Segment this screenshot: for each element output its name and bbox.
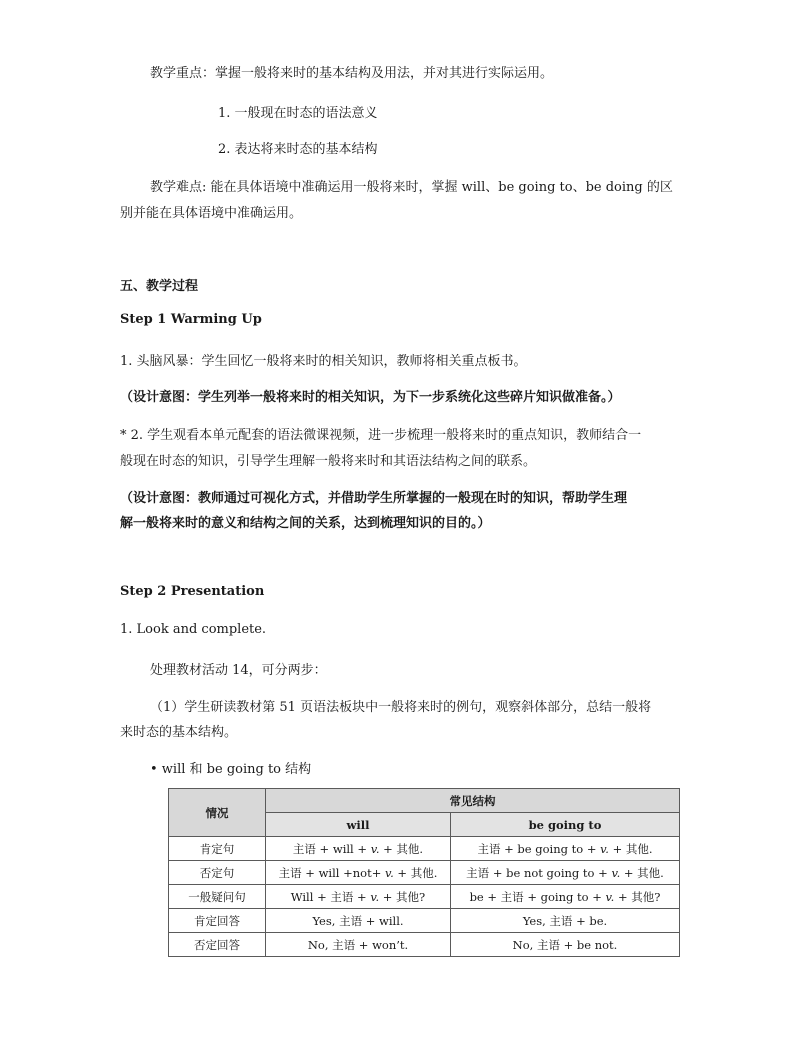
will-structure-cell	[266, 861, 451, 885]
be-going-to-structure-cell	[451, 933, 680, 957]
be-going-to-structure-cell-v: v.	[600, 841, 609, 856]
will-structure-cell	[266, 933, 451, 957]
will-structure-cell-v: v.	[370, 889, 380, 904]
step1-title: Step 1 Warming Up	[120, 312, 262, 327]
will-structure-cell	[266, 909, 451, 933]
step2-bullet: • will 和 be going to 结构	[150, 762, 312, 777]
step2-sub1-line2: 来时态的基本结构。	[120, 725, 238, 740]
will-structure-cell-pre: Yes, 主语 + will.	[312, 913, 404, 928]
row-label: 肯定句	[169, 837, 266, 861]
be-going-to-structure-cell-v: v.	[605, 889, 615, 904]
will-structure-cell-pre: 主语 + will +	[292, 841, 371, 856]
step1-intent-2-line2: 解一般将来时的意义和结构之间的关系，达到梳理知识的目的。）	[120, 516, 491, 531]
grammar-table	[168, 788, 680, 957]
difficulty-line-2: 别并能在具体语境中准确运用。	[120, 206, 303, 221]
header-structures: 常见结构	[266, 789, 680, 813]
row-label: 一般疑问句	[169, 885, 266, 909]
table-row	[169, 861, 680, 885]
row-label: 否定句	[169, 861, 266, 885]
be-going-to-structure-cell-pre: Yes, 主语 + be.	[522, 913, 608, 928]
table-row	[169, 909, 680, 933]
will-structure-cell-pre: No, 主语 + won’t.	[307, 937, 409, 952]
step2-title: Step 2 Presentation	[120, 584, 265, 599]
table-row	[169, 885, 680, 909]
step1-item-2-line1: * 2. 学生观看本单元配套的语法微课视频，进一步梳理一般将来时的重点知识，教师结合一	[120, 428, 642, 443]
be-going-to-structure-cell-post: + 其他?	[614, 889, 661, 904]
header-be-going-to: be going to	[451, 813, 680, 837]
step2-sub1-line1: （1）学生研读教材第 51 页语法板块中一般将来时的例句，观察斜体部分，总结一般将	[150, 700, 652, 715]
table-row	[169, 933, 680, 957]
header-will: will	[266, 813, 451, 837]
will-structure-cell-pre: 主语 + will +not+	[278, 865, 385, 880]
will-structure-cell	[266, 837, 451, 861]
header-situation: 情况	[169, 789, 266, 837]
be-going-to-structure-cell	[451, 885, 680, 909]
be-going-to-structure-cell-post: + 其他.	[608, 841, 653, 856]
be-going-to-structure-cell-post: + 其他.	[620, 865, 664, 880]
be-going-to-structure-cell-pre: 主语 + be not going to +	[466, 865, 612, 880]
section-title: 五、教学过程	[120, 279, 199, 294]
will-structure-cell-v: v.	[370, 841, 380, 856]
be-going-to-structure-cell-pre: be + 主语 + going to +	[469, 889, 606, 904]
step1-item-2-line2: 般现在时态的知识，引导学生理解一般将来时和其语法结构之间的联系。	[120, 454, 537, 469]
teaching-focus	[150, 62, 553, 81]
be-going-to-structure-cell	[451, 861, 680, 885]
will-structure-cell-pre: Will + 主语 +	[290, 889, 371, 904]
focus-label: 教学重点：	[150, 66, 216, 81]
row-label: 否定回答	[169, 933, 266, 957]
focus-item-1: 1. 一般现在时态的语法意义	[218, 106, 378, 121]
difficulty-line-1: 教学难点: 能在具体语境中准确运用一般将来时，掌握 will、be going to、be doing 的区	[150, 180, 673, 195]
will-structure-cell-v: v.	[384, 865, 394, 880]
focus-item-2: 2. 表达将来时态的基本结构	[218, 142, 378, 157]
row-label: 肯定回答	[169, 909, 266, 933]
will-structure-cell-post: + 其他.	[393, 865, 438, 880]
will-structure-cell-post: + 其他?	[379, 889, 426, 904]
step1-intent-2-line1: （设计意图：教师通过可视化方式，并借助学生所掌握的一般现在时的知识，帮助学生理	[120, 491, 628, 506]
table-row	[169, 837, 680, 861]
will-structure-cell-post: + 其他.	[379, 841, 424, 856]
will-structure-cell	[266, 885, 451, 909]
table-header-row	[169, 789, 680, 813]
focus-text: 掌握一般将来时的基本结构及用法，并对其进行实际运用。	[215, 66, 554, 81]
step1-item-1: 1. 头脑风暴：学生回忆一般将来时的相关知识，教师将相关重点板书。	[120, 354, 527, 369]
step2-task: 处理教材活动 14，可分两步：	[150, 663, 327, 678]
be-going-to-structure-cell-pre: 主语 + be going to +	[477, 841, 601, 856]
step1-intent-1: （设计意图：学生列举一般将来时的相关知识，为下一步系统化这些碎片知识做准备。）	[120, 390, 621, 405]
be-going-to-structure-cell	[451, 909, 680, 933]
be-going-to-structure-cell	[451, 837, 680, 861]
be-going-to-structure-cell-v: v.	[611, 865, 621, 880]
be-going-to-structure-cell-pre: No, 主语 + be not.	[512, 937, 618, 952]
step2-item-1: 1. Look and complete.	[120, 622, 267, 637]
